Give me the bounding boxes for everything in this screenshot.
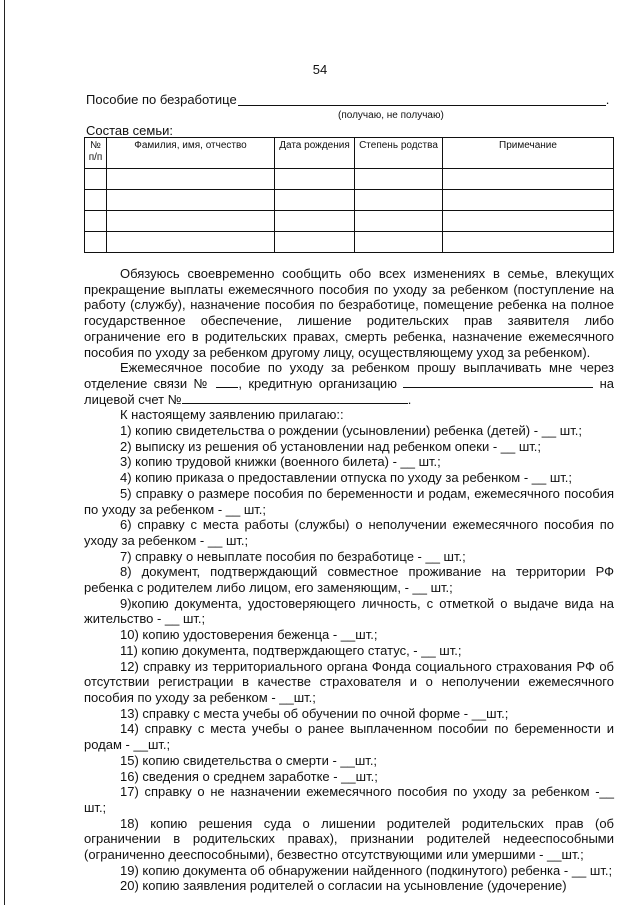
payment-paragraph [84, 360, 614, 407]
table-cell [107, 232, 275, 253]
table-row [85, 211, 614, 232]
table-cell [355, 232, 443, 253]
account-number-blank [182, 392, 408, 404]
table-cell [443, 232, 614, 253]
table-cell [355, 169, 443, 190]
table-cell [85, 232, 107, 253]
application-text [84, 266, 614, 894]
payment-end: . [407, 391, 412, 407]
header-note: Примечание [443, 138, 614, 169]
table-cell [85, 211, 107, 232]
table-cell [107, 211, 275, 232]
attachment-item: 12) справку из территориального органа Фонда социального страхования РФ об отсутствии регистрации в качестве страхователя и о неполучении ежемесячного пособия по уходу за ребенком - __шт.; [84, 658, 614, 705]
header-relationship: Степень родства [355, 138, 443, 169]
attachment-item: 8) документ, подтверждающий совместное проживание на территории РФ ребенка с родителем либо лицом, его заменяющим, - __ шт.; [84, 564, 614, 596]
table-cell [107, 190, 275, 211]
attachment-item: 13) справку с места учебы об обучении по очной форме - __шт.; [120, 705, 509, 721]
table-row [85, 232, 614, 253]
table-cell [355, 211, 443, 232]
attachment-item: 14) справку с места учебы о ранее выплаченном пособии по беременности и родам - __шт.; [84, 721, 614, 753]
attachment-item: 4) копию приказа о предоставлении отпуска по уходу за ребенком - __ шт.; [120, 470, 573, 486]
unemployment-benefit-row [86, 92, 609, 107]
header-number: № п/п [85, 138, 107, 169]
table-cell [443, 169, 614, 190]
attachment-item: 2) выписку из решения об установлении над ребенком опеки - __ шт.; [120, 438, 542, 454]
attachment-item: 17) справку о не назначении ежемесячного пособия по уходу за ребенком -__ шт.; [84, 784, 614, 815]
attachment-item: 9)копию документа, удостоверяющего личность, с отметкой о выдаче вида на жительство - __ шт.; [84, 595, 614, 627]
table-cell [107, 169, 275, 190]
unemployment-benefit-end: . [605, 92, 610, 107]
attachment-item: 20) копию заявления родителей о согласии на усыновление (удочерение) [120, 878, 567, 894]
family-composition-label: Состав семьи: [86, 123, 173, 138]
unemployment-benefit-hint: (получаю, не получаю) [338, 110, 444, 121]
payment-text-part1: Ежемесячное пособие по уходу за ребенком прошу выплачивать мне через отделение связи № [84, 360, 614, 391]
attachment-item: 3) копию трудовой книжки (военного билета) - __ шт.; [120, 454, 441, 470]
header-birth-date: Дата рождения [275, 138, 355, 169]
table-cell [443, 190, 614, 211]
obligation-paragraph: Обязуюсь своевременно сообщить обо всех изменениях в семье, влекущих прекращение выплаты ежемесячного пособия по уходу за ребенком (поступление на работу (службу), назначение пособия по безработице, помещение ребенка на полное государственное обеспечение, лишение родительских прав заявителя либо ограничение его в родительских правах, смерть ребенка, назначение ежемесячного пособия по уходу за ребенком другому лицу, осуществляющему уход за ребенком). [84, 266, 614, 360]
table-cell [275, 232, 355, 253]
payment-text-part2: , кредитную организацию [238, 375, 397, 391]
payment-text-part3: на лицевой счет № [84, 375, 614, 407]
attachment-item: 19) копию документа об обнаружении найденного (подкинутого) ребенка - __ шт.; [120, 862, 613, 878]
unemployment-benefit-label: Пособие по безработице [86, 92, 237, 107]
attachment-item: 16) сведения о среднем заработке - __шт.; [120, 768, 378, 784]
attachment-item: 15) копию свидетельства о смерти - __шт.; [120, 752, 378, 768]
attachments-intro: К настоящему заявлению прилагаю:: [120, 407, 344, 423]
attachments-list [84, 423, 614, 894]
attachment-item: 5) справку о размере пособия по беременности и родам, ежемесячного пособия по уходу за ребенком - __ шт.; [84, 485, 614, 517]
table-cell [85, 190, 107, 211]
table-cell [275, 211, 355, 232]
table-cell [275, 190, 355, 211]
attachment-item: 11) копию документа, подтверждающего статус, - __ шт.; [120, 642, 462, 658]
table-row [85, 169, 614, 190]
post-office-number-blank [216, 376, 238, 388]
attachment-item: 1) копию свидетельства о рождении (усыновлении) ребенка (детей) - __ шт.; [120, 423, 582, 439]
attachment-item: 18) копию решения суда о лишении родителей родительских прав (об ограничении в родительских правах), признании родителей недееспособными (ограниченно дееспособными), безвестно отсутствующими или умершими - __шт.; [84, 815, 614, 863]
table-row [85, 190, 614, 211]
table-cell [85, 169, 107, 190]
attachment-item: 10) копию удостоверения беженца - __шт.; [120, 627, 378, 643]
credit-organization-blank [403, 376, 593, 388]
page-number: 54 [312, 62, 328, 77]
table-cell [275, 169, 355, 190]
attachment-item: 6) справку с места работы (службы) о неполучении ежемесячного пособия по уходу за ребенком - __ шт.; [84, 517, 614, 548]
attachment-item: 7) справку о невыплате пособия по безработице - __ шт.; [120, 548, 466, 564]
table-cell [355, 190, 443, 211]
page-border-line [4, 0, 5, 905]
table-cell [443, 211, 614, 232]
header-full-name: Фамилия, имя, отчество [107, 138, 275, 169]
unemployment-benefit-blank [238, 92, 606, 106]
table-header-row [85, 138, 614, 169]
family-composition-table [84, 137, 614, 253]
